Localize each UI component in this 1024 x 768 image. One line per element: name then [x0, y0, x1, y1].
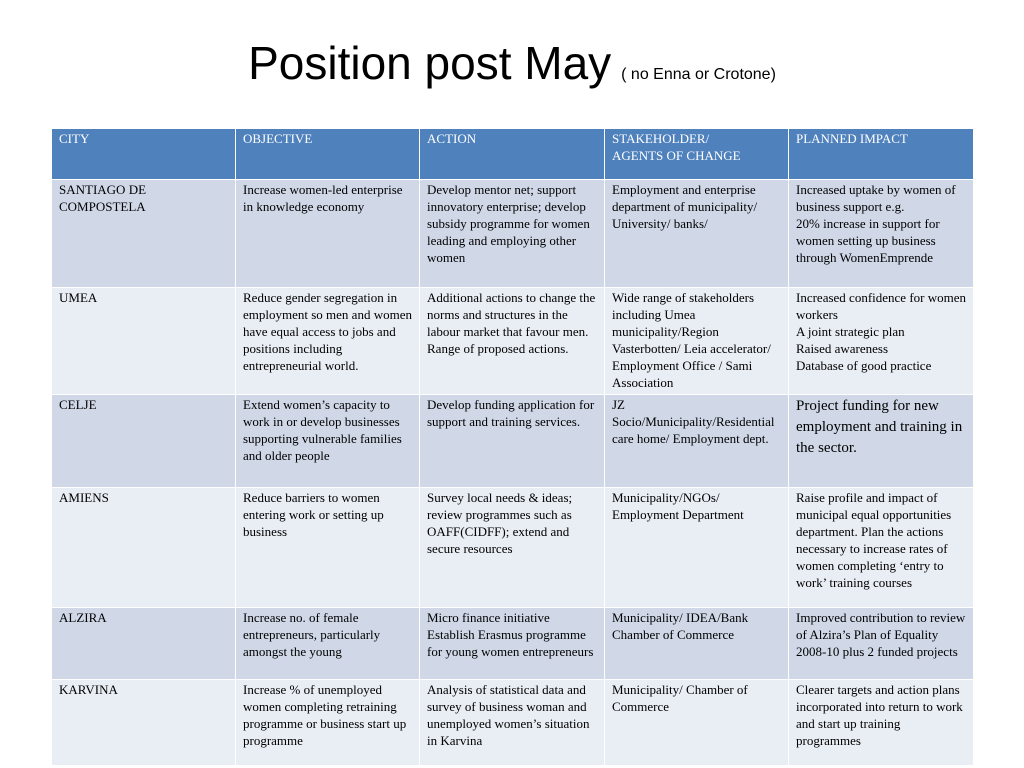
slide-title-subtitle: ( no Enna or Crotone): [621, 66, 776, 83]
cell-stakeholder: JZ Socio/Municipality/Residential care home/ Employment dept.: [605, 395, 789, 488]
header-city: CITY: [52, 129, 236, 180]
cell-stakeholder: Wide range of stakeholders including Umea municipality/Region Vasterbotten/ Leia accelerator/ Employment Office / Sami Association: [605, 288, 789, 395]
cell-objective: Increase women-led enterprise in knowledge economy: [236, 180, 420, 288]
header-objective: OBJECTIVE: [236, 129, 420, 180]
position-table: [51, 128, 974, 766]
cell-action: Develop funding application for support and training services.: [420, 395, 605, 488]
cell-stakeholder: Municipality/ Chamber of Commerce: [605, 680, 789, 766]
cell-stakeholder: Municipality/NGOs/ Employment Department: [605, 488, 789, 608]
cell-objective: Increase no. of female entrepreneurs, particularly amongst the young: [236, 608, 420, 680]
cell-planned-impact: Clearer targets and action plans incorporated into return to work and start up training programmes: [789, 680, 974, 766]
cell-action: Additional actions to change the norms and structures in the labour market that favour men. Range of proposed actions.: [420, 288, 605, 395]
cell-planned-impact: Increased uptake by women of business support e.g. 20% increase in support for women setting up business through WomenEmprende: [789, 180, 974, 288]
cell-planned-impact: Raise profile and impact of municipal equal opportunities department. Plan the actions necessary to increase rates of women completing ‘entry to work’ training courses: [789, 488, 974, 608]
cell-action: Analysis of statistical data and survey of business woman and unemployed women’s situation in Karvina: [420, 680, 605, 766]
cell-action: Develop mentor net; support innovatory enterprise; develop subsidy programme for women leading and employing other women: [420, 180, 605, 288]
cell-objective: Reduce gender segregation in employment so men and women have equal access to jobs and positions including entrepreneurial world.: [236, 288, 420, 395]
table-row: [52, 608, 974, 680]
table-row: [52, 395, 974, 488]
table-row: [52, 288, 974, 395]
cell-city: AMIENS: [52, 488, 236, 608]
cell-objective: Reduce barriers to women entering work or setting up business: [236, 488, 420, 608]
cell-city: CELJE: [52, 395, 236, 488]
cell-planned-impact: Improved contribution to review of Alzira’s Plan of Equality 2008-10 plus 2 funded projects: [789, 608, 974, 680]
cell-stakeholder: Employment and enterprise department of municipality/ University/ banks/: [605, 180, 789, 288]
cell-planned-impact: Project funding for new employment and training in the sector.: [789, 395, 974, 488]
cell-city: SANTIAGO DE COMPOSTELA: [52, 180, 236, 288]
cell-city: KARVINA: [52, 680, 236, 766]
cell-action: Survey local needs & ideas; review programmes such as OAFF(CIDFF); extend and secure resources: [420, 488, 605, 608]
header-action: ACTION: [420, 129, 605, 180]
header-stakeholder: STAKEHOLDER/ AGENTS OF CHANGE: [605, 129, 789, 180]
slide-title-main: Position post May: [248, 37, 612, 89]
slide-title: [0, 36, 1024, 90]
cell-objective: Increase % of unemployed women completing retraining programme or business start up programme: [236, 680, 420, 766]
cell-city: UMEA: [52, 288, 236, 395]
header-planned-impact: PLANNED IMPACT: [789, 129, 974, 180]
table-row: [52, 180, 974, 288]
table-row: [52, 488, 974, 608]
cell-action: Micro finance initiative Establish Erasmus programme for young women entrepreneurs: [420, 608, 605, 680]
cell-stakeholder: Municipality/ IDEA/Bank Chamber of Commerce: [605, 608, 789, 680]
cell-objective: Extend women’s capacity to work in or develop businesses supporting vulnerable families and older people: [236, 395, 420, 488]
table-header-row: [52, 129, 974, 180]
table-row: [52, 680, 974, 766]
cell-planned-impact: Increased confidence for women workers A joint strategic plan Raised awareness Database of good practice: [789, 288, 974, 395]
cell-city: ALZIRA: [52, 608, 236, 680]
